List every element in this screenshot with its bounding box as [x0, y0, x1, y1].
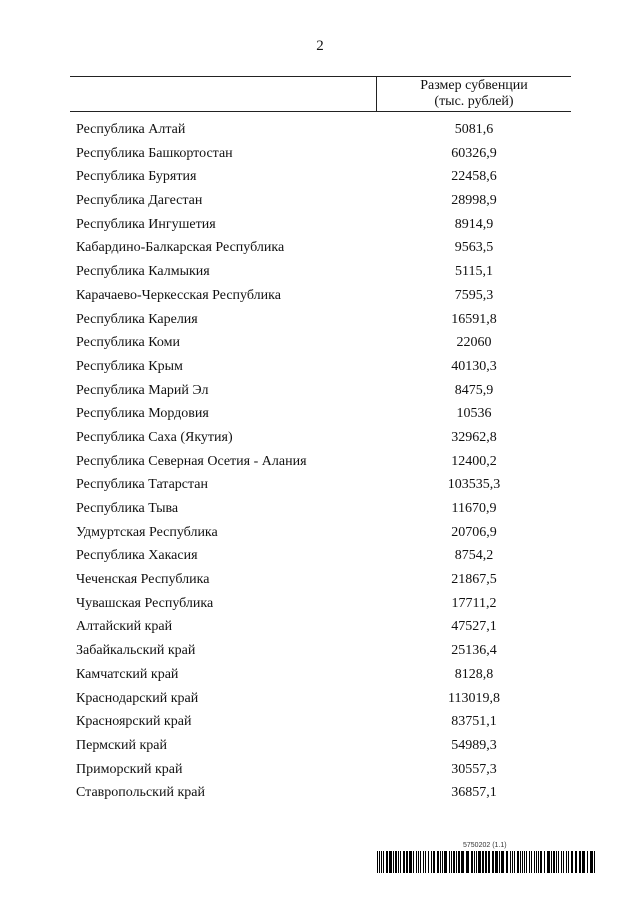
subvention-amount: 22458,6 — [451, 169, 497, 185]
table-row — [0, 165, 640, 189]
region-name: Республика Тыва — [76, 501, 179, 516]
region-name: Республика Хакасия — [76, 548, 198, 564]
table-row — [0, 687, 640, 711]
subvention-amount: 40130,3 — [451, 358, 497, 374]
subvention-amount: 5081,6 — [454, 122, 494, 137]
table-row — [0, 236, 640, 260]
table-row — [0, 710, 640, 734]
subvention-amount: 30557,3 — [451, 761, 497, 777]
region-name: Республика Ингушетия — [76, 216, 216, 232]
table-row — [0, 213, 640, 237]
table-row — [0, 663, 640, 687]
subvention-amount: 9563,5 — [454, 240, 494, 256]
document-code: 5750202 (1.1) — [463, 842, 507, 849]
region-name: Республика Марий Эл — [76, 382, 209, 398]
region-name: Чувашская Республика — [76, 595, 214, 611]
region-name: Камчатский край — [76, 666, 179, 682]
region-name: Ставропольский край — [76, 785, 205, 801]
subvention-amount: 22060 — [456, 335, 492, 351]
region-name: Чеченская Республика — [76, 572, 210, 588]
subvention-amount: 20706,9 — [451, 524, 497, 540]
table-top-rule — [70, 76, 571, 77]
subvention-amount: 32962,8 — [451, 429, 497, 445]
table-row — [0, 568, 640, 592]
table-row — [0, 379, 640, 403]
table-row — [0, 308, 640, 332]
subvention-amount: 7595,3 — [454, 287, 494, 303]
region-name: Забайкальский край — [76, 643, 196, 659]
subvention-amount: 28998,9 — [451, 193, 497, 209]
region-name: Республика Мордовия — [76, 406, 209, 422]
region-name: Республика Коми — [76, 335, 180, 351]
table-row — [0, 497, 640, 521]
subvention-amount: 16591,8 — [451, 311, 497, 327]
region-name: Республика Татарстан — [76, 477, 209, 493]
table-row — [0, 355, 640, 379]
barcode-icon — [377, 851, 595, 873]
table-row — [0, 142, 640, 166]
amount-column-header — [377, 78, 571, 110]
region-name: Красноярский край — [76, 714, 192, 730]
subvention-amount: 17711,2 — [451, 595, 497, 611]
subvention-amount: 103535,3 — [447, 477, 501, 493]
region-name: Республика Калмыкия — [76, 264, 210, 280]
table-row — [0, 118, 640, 142]
region-name: Республика Дагестан — [76, 193, 203, 209]
table-row — [0, 734, 640, 758]
subvention-amount: 5115,1 — [455, 264, 493, 280]
table-row — [0, 284, 640, 308]
subvention-amount: 47527,1 — [451, 619, 497, 635]
table-row — [0, 758, 640, 782]
subvention-amount: 8914,9 — [454, 216, 494, 232]
subvention-amount: 83751,1 — [451, 714, 497, 730]
subvention-amount: 8475,9 — [454, 382, 494, 398]
region-name: Республика Бурятия — [76, 169, 197, 185]
subvention-table — [0, 118, 640, 805]
table-row — [0, 615, 640, 639]
subvention-amount: 8754,2 — [454, 548, 494, 564]
region-name: Кабардино-Балкарская Республика — [76, 240, 285, 256]
subvention-amount: 113019,8 — [448, 690, 500, 706]
table-row — [0, 189, 640, 213]
subvention-amount: 10536 — [456, 406, 492, 422]
amount-header-line2: (тыс. рублей) — [434, 94, 514, 109]
table-row — [0, 260, 640, 284]
table-row — [0, 473, 640, 497]
table-row — [0, 781, 640, 805]
region-name: Республика Северная Осетия - Алания — [76, 453, 307, 469]
subvention-amount: 21867,5 — [451, 572, 497, 588]
region-name: Пермский край — [76, 737, 167, 753]
region-name: Приморский край — [76, 761, 183, 777]
subvention-amount: 11670,9 — [451, 501, 497, 516]
table-row — [0, 592, 640, 616]
region-name: Краснодарский край — [76, 690, 199, 706]
table-row — [0, 521, 640, 545]
page-number: 2 — [316, 38, 324, 54]
subvention-amount: 25136,4 — [451, 643, 497, 659]
subvention-amount: 36857,1 — [451, 785, 497, 801]
table-row — [0, 544, 640, 568]
subvention-amount: 60326,9 — [451, 145, 497, 161]
table-header-rule — [70, 111, 571, 112]
region-name: Республика Саха (Якутия) — [76, 429, 233, 445]
subvention-amount: 8128,8 — [454, 666, 494, 682]
region-name: Алтайский край — [76, 619, 173, 635]
region-name: Республика Башкортостан — [76, 145, 233, 161]
region-name: Карачаево-Черкесская Республика — [76, 287, 281, 303]
table-row — [0, 639, 640, 663]
region-name: Республика Алтай — [76, 122, 186, 137]
subvention-amount: 12400,2 — [451, 453, 497, 469]
table-row — [0, 402, 640, 426]
amount-header-line1: Размер субвенции — [420, 78, 528, 93]
table-row — [0, 450, 640, 474]
region-name: Республика Крым — [76, 358, 183, 374]
subvention-amount: 54989,3 — [451, 737, 497, 753]
region-name: Удмуртская Республика — [76, 524, 218, 540]
table-row — [0, 426, 640, 450]
region-name: Республика Карелия — [76, 311, 198, 327]
table-row — [0, 331, 640, 355]
